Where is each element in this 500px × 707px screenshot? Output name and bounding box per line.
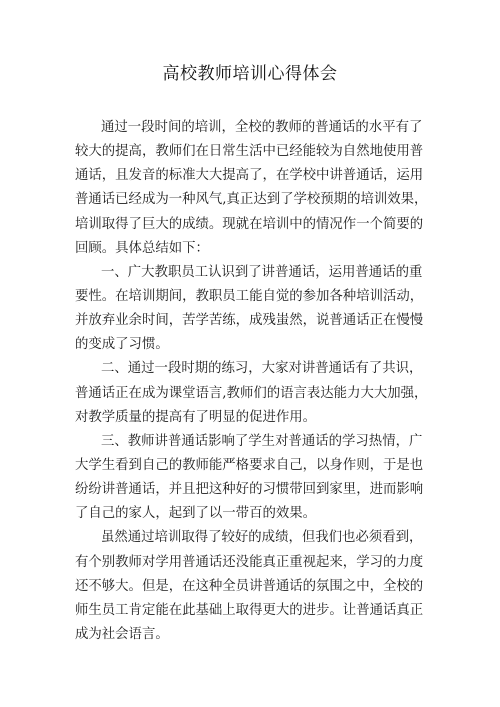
paragraph-line: 成为社会语言。 [75,626,169,642]
paragraph-line: 师生员工肯定能在此基础上取得更大的进步。让普通话真正 [75,602,424,618]
paragraph-line: 通话，且发音的标准大大提高了，在学校中讲普通话，运用 [75,168,424,184]
paragraph-line: 一、广大教职员工认识到了讲普通话，运用普通话的重 [101,264,423,280]
paragraph-line: 的变成了习惯。 [75,337,169,353]
paragraph-line: 虽然通过培训取得了较好的成绩，但我们也必须看到， [101,530,423,546]
paragraph-line: 有个别教师对学用普通话还没能真正重视起来，学习的力度 [75,554,424,570]
paragraph-line: 三、教师讲普通话影响了学生对普通话的学习热情，广 [101,433,423,449]
paragraph-line: 了自己的家人，起到了以一带百的效果。 [75,506,317,522]
document-title: 高校教师培训心得体会 [162,64,338,84]
paragraph-line: 要性。在培训期间，教职员工能自觉的参加各种培训活动， [75,288,424,304]
paragraph-line: 并放弃业余时间，苦学苦练，成残蚩然，说普通话正在慢慢 [75,313,424,329]
paragraph-line: 还不够大。但是，在这种全员讲普通话的氛围之中，全校的 [75,578,424,594]
paragraph-line: 培训取得了巨大的成绩。现就在培训中的情况作一个简要的 [75,216,424,232]
paragraph-line: 纷纷讲普通话，并且把这种好的习惯带回到家里，进而影响 [75,482,424,498]
paragraph-line: 较大的提高，教师们在日常生活中已经能较为自然地使用普 [75,144,424,160]
paragraph-line: 回顾。具体总结如下： [75,240,209,256]
paragraph-line: 普通话正在成为课堂语言,教师们的语言表达能力大大加强， [75,385,428,401]
paragraph-line: 普通话已经成为一种风气,真正达到了学校预期的培训效果， [75,192,428,208]
document-body [75,116,447,647]
paragraph-line: 二、通过一段时期的练习，大家对讲普通话有了共识， [101,361,423,377]
paragraph-line: 通过一段时间的培训，全校的教师的普通话的水平有了 [101,120,423,135]
paragraph-line: 对教学质量的提高有了明显的促进作用。 [75,409,317,425]
paragraph-line: 大学生看到自己的教师能严格要求自己，以身作则，于是也 [75,457,424,473]
